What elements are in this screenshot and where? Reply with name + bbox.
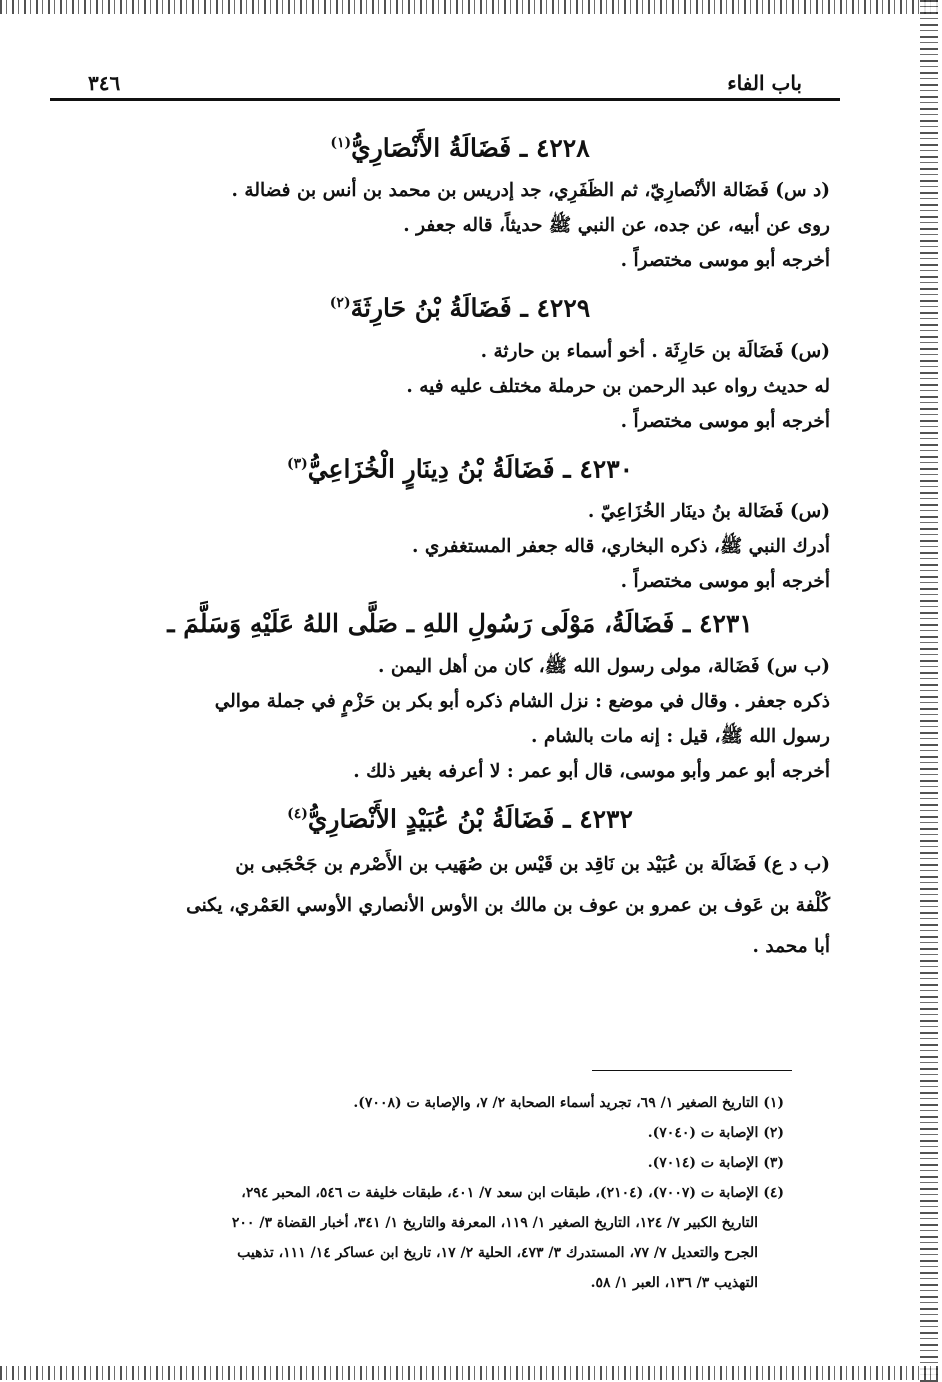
book-page [50,0,840,1382]
entry-line: روى عن أبيه، عن جده، عن النبي ﷺ حديثاً، قاله جعفر . [403,215,830,237]
footnote-continuation: التاريخ الكبير ٧/ ١٢٤، التاريخ الصغير ١/ ١١٩، المعرفة والتاريخ ١/ ٣٤١، أخبار القضاة ٣/ ٢٠٠ [231,1215,758,1231]
footnotes [130,1088,784,1298]
footnote: (٤) الإصابة ت (٧٠٠٧)، (٢١٠٤)، طبقات ابن سعد ٧/ ٤٠١، طبقات خليفة ت ٥٤٦، المحبر ٢٩٤، [241,1185,784,1201]
entry-line: كُلْفة بن عَوف بن عمرو بن عوف بن مالك بن الأوس الأنصاري الأوسي العَمْري، يكنى [186,895,830,917]
entry-4232 [90,789,830,967]
entry-heading: ٤٢٣٠ ـ فَضَالَةُ بْنُ دِينَارٍ الْخُزَاعِيُّ$^{(٣)}$ [286,453,634,483]
entry-line: له حديث رواه عبد الرحمن بن حرملة مختلف عليه فيه . [406,375,830,397]
page-body [90,118,830,967]
footnote-continuation: التهذيب ٣/ ١٣٦، العبر ١/ ٥٨. [590,1275,758,1291]
entry-heading: ٤٢٣٢ ـ فَضَالَةُ بْنُ عُبَيْدٍ الأَنْصَارِيُّ$^{(٤)}$ [287,804,633,834]
entry-line: أخرجه أبو موسى مختصراً . [620,410,830,432]
footnote-ref: (٢) [329,295,351,312]
page-header [50,68,840,101]
footnote-ref: (٣) [286,455,308,472]
decorative-border-right [920,0,938,1382]
footnote-separator [592,1070,792,1071]
footnote: (٣) الإصابة ت (٧٠١٤). [647,1155,784,1171]
entry-line: أخرجه أبو عمر وأبو موسى، قال أبو عمر : لا أعرفه بغير ذلك . [353,760,830,782]
footnote-ref: (١) [330,135,352,151]
page-number: ٣٤٦ [88,71,121,95]
footnote: (٢) الإصابة ت (٧٠٤٠). [647,1125,784,1141]
entry-line: (د س) فَضَالة الأنْصارِيّ، ثم الظَفَرِي، جد إدريس بن محمد بن أنس بن فضالة . [231,180,830,202]
entry-line: أبا محمد . [752,936,830,958]
entry-4229 [90,278,830,438]
running-title: باب الفاء [727,71,802,95]
entry-line: (س) فَضَالة بنُ دينَار الخُزَاعِيّ . [587,500,830,522]
entry-line: (ب س) فَضَالة، مولى رسول الله ﷺ، كان من أهل اليمن . [377,655,830,677]
footnote-ref: (٤) [287,805,308,822]
entry-heading: ٤٢٢٩ ـ فَضَالَةُ بْنُ حَارِثَةَ$^{(٢)}$ [329,293,591,323]
entry-line: أخرجه أبو موسى مختصراً . [620,250,830,272]
entry-4231 [90,599,830,789]
footnote-continuation: الجرح والتعديل ٧/ ٧٧، المستدرك ٣/ ٤٧٣، الحلية ٢/ ١٧، تاريخ ابن عساكر ١٤/ ١١١، تذهيب [237,1245,758,1261]
entry-line: (ب د ع) فَضَالَة بن عُبَيْد بن نَاقِد بن قَيْس بن صُهَيب بن الأَصْرم بن جَحْجَبى بن [235,854,830,876]
entry-heading: ٤٢٢٨ ـ فَضَالَةُ الأَنْصَارِيُّ$^{(١)}$ [330,133,590,163]
entry-line: أخرجه أبو موسى مختصراً . [620,570,830,592]
entry-4230 [90,439,830,599]
entry-line: ذكره جعفر . وقال في موضع : نزل الشام ذكره أبو بكر بن حَزْمٍ في جملة موالي [214,690,830,712]
entry-line: أدرك النبي ﷺ، ذكره البخاري، قاله جعفر المستغفري . [412,535,830,557]
entry-line: (س) فَضَالَة بن حَارِثَة . أخو أسماء بن حارثة . [480,340,830,362]
entry-4228 [90,118,830,278]
footnote: (١) التاريخ الصغير ١/ ٦٩، تجريد أسماء الصحابة ٢/ ٧، والإصابة ت (٧٠٠٨). [353,1095,784,1111]
entry-line: رسول الله ﷺ، قيل : إنه مات بالشام . [531,725,830,747]
entry-heading: ٤٢٣١ ـ فَضَالَةُ، مَوْلَى رَسُولِ اللهِ ـ صَلَّى اللهُ عَلَيْهِ وَسَلَّمَ ـ [167,608,753,638]
